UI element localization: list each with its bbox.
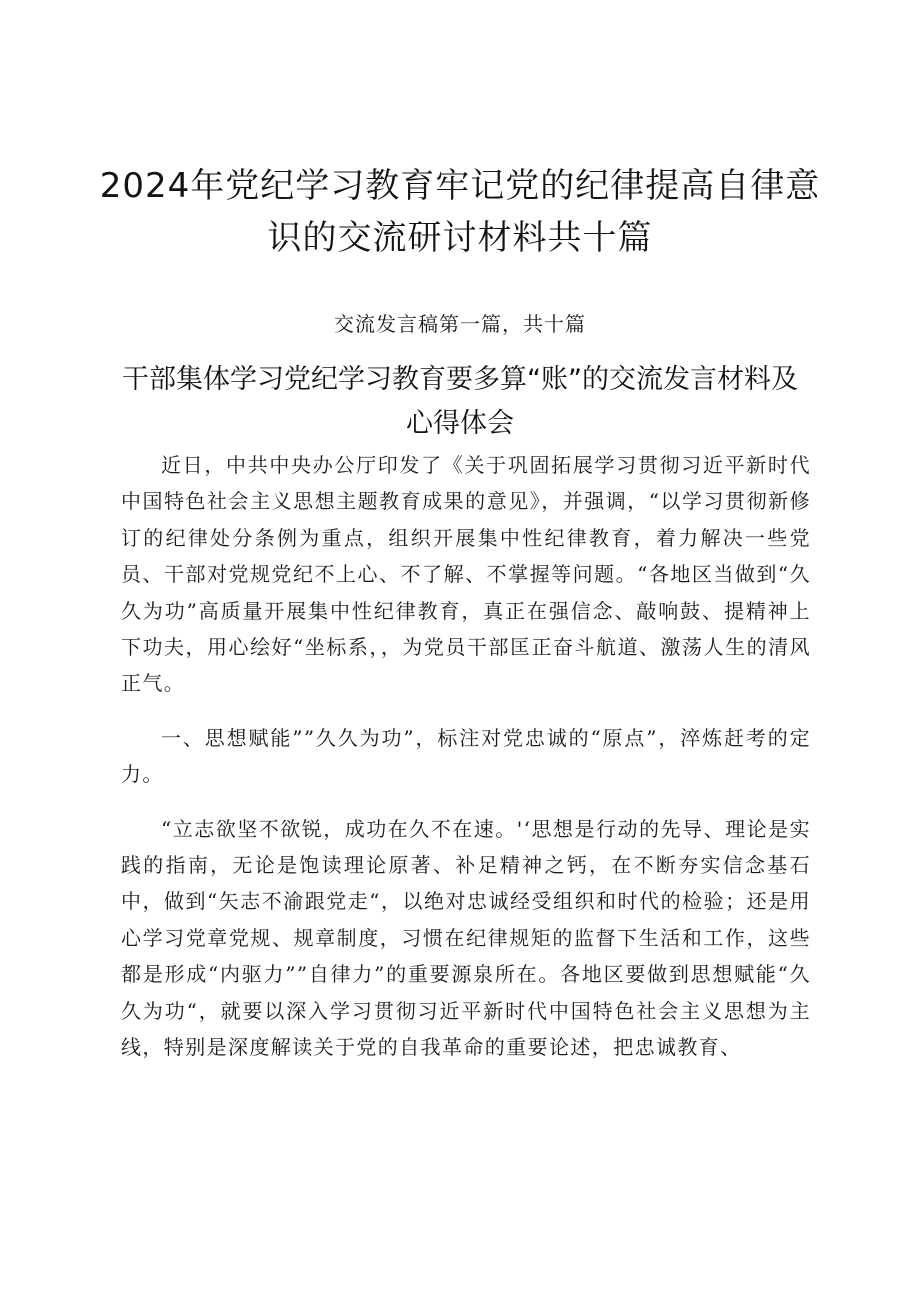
document-subtitle: 交流发言稿第一篇，共十篇 <box>334 312 586 336</box>
paragraph-1: 近日，中共中央办公厅印发了《关于巩固拓展学习贯彻习近平新时代中国特色社会主义思想主题教育成果的意见》，并强调，“以学习贯彻新修订的纪律处分条例为重点，组织开展集中性纪律教育，着力解决一些党员、干部对党规党纪不上心、不了解、不掌握等问题。“各地区当做到“久久为功”高质量开展集中性纪律教育，真正在强信念、敲响鼓、提精神上下功夫，用心绘好“坐标系，，为党员干部匡正奋斗航道、激荡人生的清风正气。 <box>121 453 811 696</box>
paragraph-2: 一、思想赋能””久久为功”，标注对党忠诚的“原点”，淬炼赶考的定力。 <box>121 725 811 787</box>
document-title: 2024年党纪学习教育牢记党的纪律提高自律意识的交流研讨材料共十篇 <box>99 166 821 258</box>
article-title: 干部集体学习党纪学习教育要多算“账”的交流发言材料及心得体会 <box>122 364 798 439</box>
article-body <box>121 447 811 1084</box>
paragraph-3: “立志欲坚不欲锐，成功在久不在速。'‘思想是行动的先导、理论是实践的指南，无论是饱读理论原著、补足精神之钙，在不断夯实信念基石中，做到“矢志不渝跟党走“，以绝对忠诚经受组织和时代的检验；还是用心学习党章党规、规章制度，习惯在纪律规矩的监督下生活和工作，这些都是形成“内驱力””自律力”的重要源泉所在。各地区要做到思想赋能“久久为功“，就要以深入学习贯彻习近平新时代中国特色社会主义思想为主线，特别是深度解读关于党的自我革命的重要论述，把忠诚教育、 <box>121 816 811 1060</box>
